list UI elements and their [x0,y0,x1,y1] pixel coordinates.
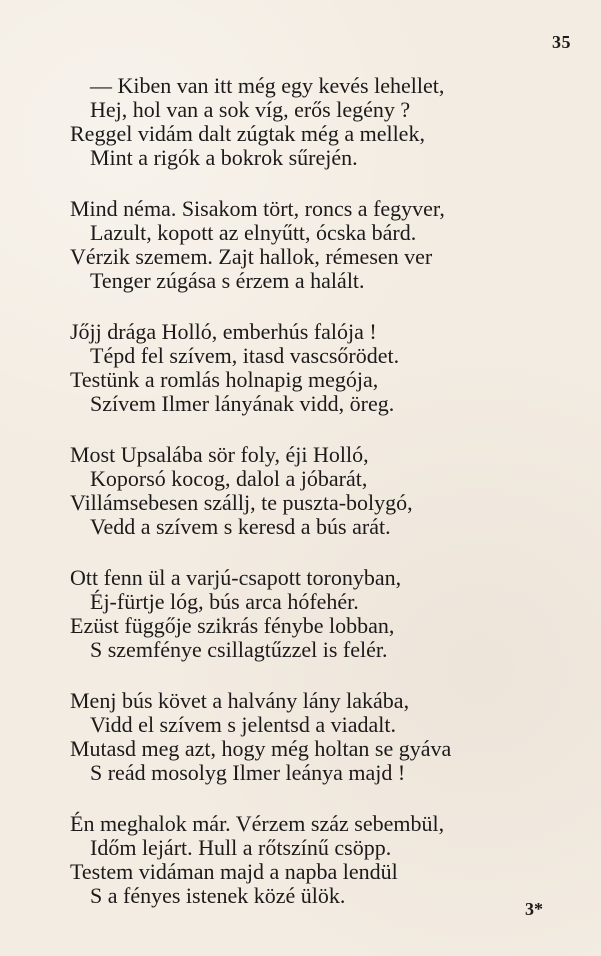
footer-signature: 3* [525,899,543,919]
poem-line: Tépd fel szívem, itasd vascsőrödet. [90,343,400,368]
poem-line: Mind néma. Sisakom tört, roncs a fegyver, [70,196,445,221]
poem-line: — Kiben van itt még egy kevés lehellet, [90,73,445,98]
poem-line: Mint a rigók a bokrok sűrején. [90,145,358,170]
poem-line: Időm lejárt. Hull a rőtszínű csöpp. [90,835,392,860]
poem-line: Vidd el szívem s jelentsd a viadalt. [90,712,396,737]
stanza-2 [70,197,530,293]
poem-line: Tenger zúgása s érzem a halált. [90,268,365,293]
poem-line: Testünk a romlás holnapig megója, [70,367,379,392]
poem-line: Menj bús követ a halvány lány lakába, [70,688,410,713]
poem-line: Ezüst függője szikrás fénybe lobban, [70,613,395,638]
poem-line: Most Upsalába sör foly, éji Holló, [70,442,369,467]
poem-line: Mutasd meg azt, hogy még holtan se gyáva [70,736,452,761]
poem [70,74,530,935]
poem-line: Reggel vidám dalt zúgtak még a mellek, [70,121,425,146]
poem-line: S szemfénye csillagtűzzel is felér. [90,637,388,662]
poem-line: Koporsó kocog, dalol a jóbarát, [90,466,368,491]
page-number: 35 [552,32,571,52]
stanza-3 [70,320,530,416]
stanza-5 [70,566,530,662]
stanza-4 [70,443,530,539]
poem-line: Villámsebesen szállj, te puszta-bolygó, [70,490,413,515]
poem-line: Éj-fürtje lóg, bús arca hófehér. [90,589,359,614]
stanza-7 [70,812,530,908]
stanza-1 [70,74,530,170]
poem-line: Testem vidáman majd a napba lendül [70,859,398,884]
poem-line: Jőjj drága Holló, emberhús falója ! [70,319,377,344]
stanza-6 [70,689,530,785]
poem-line: Vedd a szívem s keresd a bús arát. [90,514,391,539]
poem-line: Én meghalok már. Vérzem száz sebembül, [70,811,445,836]
poem-line: S a fényes istenek közé ülök. [90,883,346,908]
poem-line: Hej, hol van a sok víg, erős legény ? [90,97,411,122]
poem-line: S reád mosolyg Ilmer leánya majd ! [90,760,406,785]
poem-line: Lazult, kopott az elnyűtt, ócska bárd. [90,220,417,245]
poem-line: Vérzik szemem. Zajt hallok, rémesen ver [70,244,433,269]
poem-line: Szívem Ilmer lányának vidd, öreg. [90,391,395,416]
poem-line: Ott fenn ül a varjú-csapott toronyban, [70,565,402,590]
